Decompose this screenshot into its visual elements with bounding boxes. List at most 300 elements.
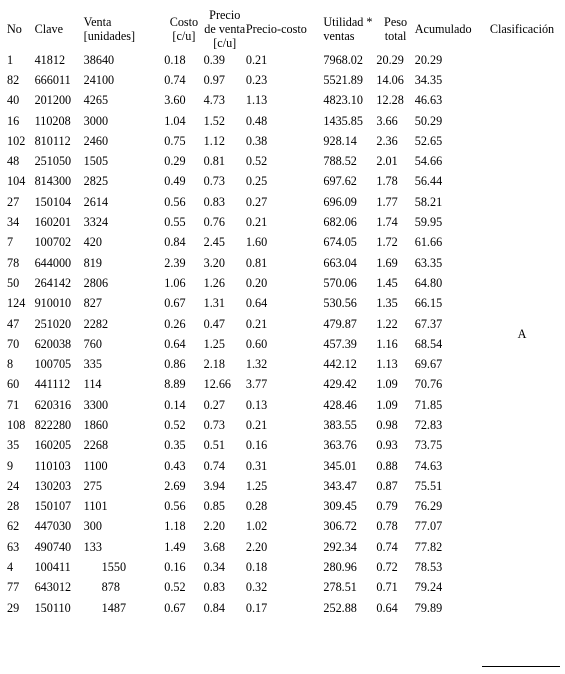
table-row xyxy=(4,415,561,435)
cell-costo: 2.39 xyxy=(164,255,186,270)
cell-precio-venta: 0.47 xyxy=(203,316,225,331)
cell-venta: 3300 xyxy=(83,397,109,412)
cell-peso: 14.06 xyxy=(376,72,404,87)
cell-venta: 1860 xyxy=(83,417,109,432)
table-row xyxy=(4,354,561,374)
cell-venta: 114 xyxy=(83,377,102,392)
header-venta xyxy=(84,8,165,50)
cell-clave: 441112 xyxy=(34,377,71,392)
cell-precio-venta: 2.20 xyxy=(203,519,225,534)
cell-clave: 110208 xyxy=(34,113,71,128)
cell-clave: 643012 xyxy=(34,580,72,595)
cell-peso: 0.78 xyxy=(376,519,398,534)
cell-utilidad: 278.51 xyxy=(323,580,357,595)
cell-utilidad: 697.62 xyxy=(323,174,357,189)
cell-precio-costo: 0.21 xyxy=(245,417,268,432)
cell-no: 9 xyxy=(7,458,14,473)
cell-acumulado: 56.44 xyxy=(414,174,443,189)
header-costo xyxy=(164,8,203,50)
cell-precio-costo: 2.20 xyxy=(245,539,268,554)
cell-utilidad: 363.76 xyxy=(323,438,357,453)
table-row xyxy=(4,111,561,131)
cell-acumulado: 77.07 xyxy=(414,519,443,534)
cell-no: 70 xyxy=(7,336,20,351)
cell-costo: 0.67 xyxy=(164,296,186,311)
cell-peso: 20.29 xyxy=(376,52,404,67)
cell-precio-costo: 1.25 xyxy=(245,478,268,493)
cell-acumulado: 74.63 xyxy=(414,458,443,473)
cell-peso: 2.36 xyxy=(376,133,398,148)
table-row xyxy=(4,294,561,314)
cell-peso: 0.93 xyxy=(376,438,398,453)
cell-precio-costo: 0.48 xyxy=(245,113,268,128)
table-row xyxy=(4,375,561,395)
cell-precio-venta: 0.34 xyxy=(203,560,225,575)
cell-utilidad: 428.46 xyxy=(323,397,357,412)
table-row xyxy=(4,212,561,232)
cell-costo: 0.18 xyxy=(164,52,186,67)
cell-peso: 12.28 xyxy=(376,93,404,108)
cell-precio-venta: 0.81 xyxy=(203,154,225,169)
cell-precio-costo: 1.32 xyxy=(245,357,268,372)
table-row xyxy=(4,91,561,111)
header-venta-text: Venta [unidades] xyxy=(83,15,136,43)
cell-utilidad: 1435.85 xyxy=(323,113,363,128)
cell-no: 77 xyxy=(7,580,20,595)
cell-acumulado: 54.66 xyxy=(414,154,443,169)
cell-no: 27 xyxy=(7,194,20,209)
cell-venta: 1505 xyxy=(83,154,109,169)
cell-venta: 38640 xyxy=(83,52,115,67)
cell-costo: 0.55 xyxy=(164,215,186,230)
cell-acumulado: 71.85 xyxy=(414,397,443,412)
table-body xyxy=(4,50,561,618)
cell-acumulado: 76.29 xyxy=(414,499,443,514)
cell-clave: 666011 xyxy=(34,72,71,87)
cell-costo: 1.49 xyxy=(164,539,186,554)
cell-precio-venta: 1.31 xyxy=(203,296,225,311)
header-utilidad-text: Utilidad * ventas xyxy=(323,15,373,43)
cell-utilidad: 383.55 xyxy=(323,417,357,432)
cell-peso: 3.66 xyxy=(376,113,398,128)
cell-venta: 2825 xyxy=(83,174,109,189)
table-row xyxy=(4,557,561,577)
table-row xyxy=(4,192,561,212)
table-row xyxy=(4,537,561,557)
header-acumulado: Acumulado xyxy=(414,22,472,36)
cell-no: 16 xyxy=(7,113,20,128)
cell-peso: 1.16 xyxy=(376,336,398,351)
cell-costo: 0.49 xyxy=(164,174,186,189)
header-peso xyxy=(376,8,414,50)
cell-peso: 1.78 xyxy=(376,174,398,189)
cell-utilidad: 252.88 xyxy=(323,600,357,615)
cell-acumulado: 34.35 xyxy=(414,72,443,87)
cell-acumulado: 63.35 xyxy=(414,255,443,270)
cell-precio-venta: 0.39 xyxy=(203,52,225,67)
cell-precio-venta: 1.12 xyxy=(203,133,225,148)
cell-no: 124 xyxy=(7,296,26,311)
cell-precio-venta: 3.20 xyxy=(203,255,225,270)
cell-utilidad: 682.06 xyxy=(323,215,357,230)
cell-precio-costo: 0.25 xyxy=(245,174,268,189)
cell-precio-venta: 3.94 xyxy=(203,478,225,493)
cell-costo: 1.06 xyxy=(164,275,186,290)
cell-precio-costo: 0.21 xyxy=(245,215,268,230)
cell-clave: 160201 xyxy=(34,215,72,230)
cell-precio-venta: 0.97 xyxy=(203,72,225,87)
classification-label: A xyxy=(517,326,527,341)
cell-peso: 1.74 xyxy=(376,215,398,230)
cell-clave: 620038 xyxy=(34,336,72,351)
cell-acumulado: 46.63 xyxy=(414,93,443,108)
cell-precio-costo: 0.81 xyxy=(245,255,268,270)
cell-no: 40 xyxy=(7,93,20,108)
table-row xyxy=(4,70,561,90)
cell-no: 4 xyxy=(7,560,14,575)
cell-costo: 1.18 xyxy=(164,519,186,534)
cell-costo: 0.26 xyxy=(164,316,186,331)
cell-acumulado: 66.15 xyxy=(414,296,443,311)
cell-peso: 1.72 xyxy=(376,235,398,250)
table-row xyxy=(4,253,561,273)
cell-venta: 819 xyxy=(83,255,102,270)
cell-costo: 0.16 xyxy=(164,560,186,575)
cell-costo: 0.52 xyxy=(164,417,186,432)
cell-utilidad: 343.47 xyxy=(323,478,357,493)
cell-peso: 1.77 xyxy=(376,194,398,209)
cell-no: 108 xyxy=(7,417,26,432)
cell-precio-costo: 0.64 xyxy=(245,296,268,311)
cell-acumulado: 68.54 xyxy=(414,336,443,351)
cell-clave: 150110 xyxy=(34,600,71,615)
cell-clave: 100411 xyxy=(34,560,71,575)
header-utilidad xyxy=(323,8,376,50)
cell-precio-costo: 1.60 xyxy=(245,235,268,250)
cell-utilidad: 280.96 xyxy=(323,560,357,575)
cell-clave: 110103 xyxy=(34,458,71,473)
cell-clave: 251050 xyxy=(34,154,72,169)
abc-classification-table xyxy=(4,8,561,618)
cell-costo: 0.56 xyxy=(164,194,186,209)
cell-peso: 0.79 xyxy=(376,499,398,514)
table-row xyxy=(4,497,561,517)
cell-peso: 2.01 xyxy=(376,154,398,169)
cell-precio-venta: 0.73 xyxy=(203,417,225,432)
cell-peso: 0.71 xyxy=(376,580,398,595)
cell-no: 28 xyxy=(7,499,20,514)
cell-clave: 100705 xyxy=(34,357,72,372)
cell-utilidad: 4823.10 xyxy=(323,93,363,108)
header-clasificacion: Clasificación xyxy=(489,22,555,36)
cell-peso: 0.72 xyxy=(376,560,398,575)
cell-no: 62 xyxy=(7,519,20,534)
cell-venta: 24100 xyxy=(83,72,115,87)
cell-utilidad: 7968.02 xyxy=(323,52,363,67)
cell-precio-costo: 0.17 xyxy=(245,600,268,615)
cell-clave: 160205 xyxy=(34,438,72,453)
cell-clave: 810112 xyxy=(34,133,71,148)
cell-peso: 0.74 xyxy=(376,539,398,554)
cell-acumulado: 79.89 xyxy=(414,600,443,615)
cell-clave: 620316 xyxy=(34,397,72,412)
cell-venta: 1487 xyxy=(101,600,127,615)
cell-venta: 1550 xyxy=(101,560,127,575)
cell-precio-venta: 0.83 xyxy=(203,194,225,209)
cell-peso: 1.09 xyxy=(376,377,398,392)
cell-precio-costo: 0.31 xyxy=(245,458,268,473)
cell-no: 47 xyxy=(7,316,20,331)
cell-venta: 3324 xyxy=(83,215,109,230)
cell-costo: 1.04 xyxy=(164,113,186,128)
cell-precio-costo: 3.77 xyxy=(245,377,268,392)
cell-no: 50 xyxy=(7,275,20,290)
header-precio-costo: Precio-costo xyxy=(245,22,307,36)
cell-utilidad: 696.09 xyxy=(323,194,357,209)
cell-peso: 0.87 xyxy=(376,478,398,493)
cell-venta: 2614 xyxy=(83,194,109,209)
cell-precio-costo: 0.18 xyxy=(245,560,268,575)
cell-utilidad: 306.72 xyxy=(323,519,357,534)
cell-acumulado: 78.53 xyxy=(414,560,443,575)
cell-no: 35 xyxy=(7,438,20,453)
cell-clave: 822280 xyxy=(34,417,72,432)
cell-precio-costo: 0.23 xyxy=(245,72,268,87)
header-precio-venta xyxy=(204,8,246,50)
table-row xyxy=(4,334,561,354)
cell-venta: 420 xyxy=(83,235,102,250)
cell-acumulado: 72.83 xyxy=(414,417,443,432)
cell-clave: 490740 xyxy=(34,539,72,554)
cell-acumulado: 77.82 xyxy=(414,539,443,554)
cell-peso: 1.45 xyxy=(376,275,398,290)
cell-utilidad: 570.06 xyxy=(323,275,357,290)
cell-venta: 760 xyxy=(83,336,102,351)
cell-precio-costo: 1.02 xyxy=(245,519,268,534)
cell-peso: 0.98 xyxy=(376,417,398,432)
cell-peso: 1.35 xyxy=(376,296,398,311)
header-no: No xyxy=(7,22,22,36)
header-costo-text: Costo [c/u] xyxy=(169,15,199,43)
table-row xyxy=(4,151,561,171)
cell-clave: 150104 xyxy=(34,194,72,209)
cell-acumulado: 50.29 xyxy=(414,113,443,128)
cell-costo: 2.69 xyxy=(164,478,186,493)
cell-utilidad: 292.34 xyxy=(323,539,357,554)
cell-venta: 1100 xyxy=(83,458,108,473)
cell-precio-venta: 0.83 xyxy=(203,580,225,595)
cell-acumulado: 64.80 xyxy=(414,275,443,290)
cell-precio-venta: 3.68 xyxy=(203,539,225,554)
cell-precio-venta: 1.52 xyxy=(203,113,225,128)
cell-clave: 447030 xyxy=(34,519,72,534)
cell-no: 34 xyxy=(7,215,20,230)
table-row xyxy=(4,395,561,415)
cell-costo: 0.64 xyxy=(164,336,186,351)
cell-precio-costo: 0.21 xyxy=(245,316,268,331)
table-row xyxy=(4,233,561,253)
cell-utilidad: 309.45 xyxy=(323,499,357,514)
cell-precio-venta: 12.66 xyxy=(203,377,232,392)
cell-precio-venta: 2.18 xyxy=(203,357,225,372)
cell-clave: 201200 xyxy=(34,93,72,108)
cell-venta: 335 xyxy=(83,357,102,372)
header-precio-venta-text: Precio de venta [c/u] xyxy=(204,8,246,50)
cell-no: 8 xyxy=(7,357,14,372)
table-row xyxy=(4,578,561,598)
cell-utilidad: 5521.89 xyxy=(323,72,363,87)
table-row xyxy=(4,172,561,192)
cell-utilidad: 674.05 xyxy=(323,235,357,250)
cell-clave: 251020 xyxy=(34,316,72,331)
cell-precio-venta: 1.26 xyxy=(203,275,225,290)
cell-acumulado: 20.29 xyxy=(414,52,443,67)
cell-precio-venta: 0.76 xyxy=(203,215,225,230)
cell-precio-venta: 0.73 xyxy=(203,174,225,189)
cell-no: 29 xyxy=(7,600,20,615)
cell-clave: 814300 xyxy=(34,174,72,189)
cell-venta: 4265 xyxy=(83,93,109,108)
cell-utilidad: 457.39 xyxy=(323,336,357,351)
table-row xyxy=(4,456,561,476)
cell-acumulado: 69.67 xyxy=(414,357,443,372)
cell-no: 24 xyxy=(7,478,20,493)
cell-precio-venta: 2.45 xyxy=(203,235,225,250)
cell-precio-venta: 0.74 xyxy=(203,458,225,473)
cell-clave: 264142 xyxy=(34,275,72,290)
cell-precio-costo: 0.16 xyxy=(245,438,268,453)
cell-utilidad: 429.42 xyxy=(323,377,357,392)
classification-underline xyxy=(482,666,560,667)
cell-peso: 1.69 xyxy=(376,255,398,270)
cell-precio-costo: 0.38 xyxy=(245,133,268,148)
cell-clave: 130203 xyxy=(34,478,72,493)
cell-acumulado: 61.66 xyxy=(414,235,443,250)
header-peso-text: Peso total xyxy=(384,15,408,43)
cell-no: 1 xyxy=(7,52,14,67)
cell-precio-costo: 0.32 xyxy=(245,580,268,595)
cell-precio-venta: 0.85 xyxy=(203,499,225,514)
header-row xyxy=(4,8,561,50)
cell-no: 60 xyxy=(7,377,20,392)
cell-clave: 100702 xyxy=(34,235,72,250)
table-row xyxy=(4,598,561,618)
cell-acumulado: 52.65 xyxy=(414,133,443,148)
cell-peso: 1.13 xyxy=(376,357,398,372)
cell-no: 82 xyxy=(7,72,20,87)
cell-no: 102 xyxy=(7,133,26,148)
cell-venta: 2460 xyxy=(83,133,109,148)
cell-venta: 300 xyxy=(83,519,102,534)
cell-venta: 2268 xyxy=(83,438,109,453)
cell-precio-costo: 0.21 xyxy=(245,52,268,67)
cell-no: 104 xyxy=(7,174,26,189)
cell-utilidad: 788.52 xyxy=(323,154,357,169)
cell-no: 71 xyxy=(7,397,20,412)
cell-venta: 1101 xyxy=(83,499,108,514)
cell-precio-costo: 1.13 xyxy=(245,93,268,108)
cell-venta: 133 xyxy=(83,539,102,554)
cell-clave: 41812 xyxy=(34,52,66,67)
cell-venta: 275 xyxy=(83,478,102,493)
cell-acumulado: 67.37 xyxy=(414,316,443,331)
cell-precio-costo: 0.60 xyxy=(245,336,268,351)
cell-costo: 0.14 xyxy=(164,397,186,412)
cell-precio-venta: 0.27 xyxy=(203,397,225,412)
cell-no: 48 xyxy=(7,154,20,169)
cell-precio-venta: 4.73 xyxy=(203,93,225,108)
cell-costo: 0.43 xyxy=(164,458,186,473)
cell-costo: 0.29 xyxy=(164,154,186,169)
cell-peso: 1.09 xyxy=(376,397,398,412)
cell-costo: 0.74 xyxy=(164,72,186,87)
cell-costo: 0.35 xyxy=(164,438,186,453)
cell-utilidad: 663.04 xyxy=(323,255,357,270)
cell-acumulado: 59.95 xyxy=(414,215,443,230)
cell-precio-costo: 0.52 xyxy=(245,154,268,169)
cell-venta: 827 xyxy=(83,296,102,311)
cell-venta: 878 xyxy=(101,580,120,595)
cell-costo: 0.56 xyxy=(164,499,186,514)
cell-acumulado: 73.75 xyxy=(414,438,443,453)
cell-utilidad: 928.14 xyxy=(323,133,357,148)
cell-peso: 0.88 xyxy=(376,458,398,473)
cell-venta: 3000 xyxy=(83,113,109,128)
cell-peso: 1.22 xyxy=(376,316,398,331)
cell-acumulado: 75.51 xyxy=(414,478,443,493)
cell-costo: 0.67 xyxy=(164,600,186,615)
cell-costo: 3.60 xyxy=(164,93,186,108)
table-row xyxy=(4,273,561,293)
cell-acumulado: 79.24 xyxy=(414,580,443,595)
cell-venta: 2282 xyxy=(83,316,109,331)
table-row xyxy=(4,476,561,496)
cell-acumulado: 58.21 xyxy=(414,194,443,209)
cell-costo: 8.89 xyxy=(164,377,186,392)
cell-acumulado: 70.76 xyxy=(414,377,443,392)
cell-utilidad: 479.87 xyxy=(323,316,357,331)
cell-clave: 150107 xyxy=(34,499,72,514)
table-row xyxy=(4,436,561,456)
header-clave: Clave xyxy=(34,22,64,36)
cell-clave: 910010 xyxy=(34,296,72,311)
cell-venta: 2806 xyxy=(83,275,109,290)
cell-no: 7 xyxy=(7,235,14,250)
cell-precio-venta: 0.51 xyxy=(203,438,225,453)
table-row xyxy=(4,50,561,70)
table-row xyxy=(4,314,561,334)
cell-costo: 0.84 xyxy=(164,235,186,250)
cell-utilidad: 345.01 xyxy=(323,458,357,473)
cell-costo: 0.75 xyxy=(164,133,186,148)
cell-no: 78 xyxy=(7,255,20,270)
cell-peso: 0.64 xyxy=(376,600,398,615)
cell-no: 63 xyxy=(7,539,20,554)
cell-costo: 0.52 xyxy=(164,580,186,595)
cell-precio-venta: 1.25 xyxy=(203,336,225,351)
cell-utilidad: 530.56 xyxy=(323,296,357,311)
cell-precio-costo: 0.13 xyxy=(245,397,268,412)
cell-precio-costo: 0.20 xyxy=(245,275,268,290)
cell-precio-venta: 0.84 xyxy=(203,600,225,615)
cell-precio-costo: 0.28 xyxy=(245,499,268,514)
table-row xyxy=(4,131,561,151)
cell-precio-costo: 0.27 xyxy=(245,194,268,209)
table-row xyxy=(4,517,561,537)
cell-costo: 0.86 xyxy=(164,357,186,372)
cell-clave: 644000 xyxy=(34,255,72,270)
cell-utilidad: 442.12 xyxy=(323,357,357,372)
